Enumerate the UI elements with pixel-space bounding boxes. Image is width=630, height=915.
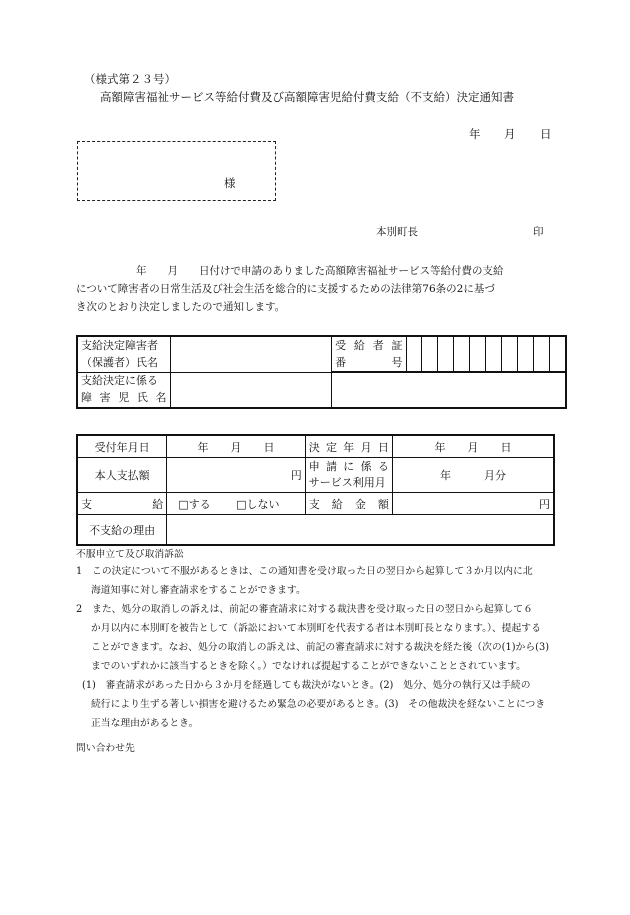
applicant-name-label-b: （保護者）氏名 [77, 354, 170, 372]
body-line-3: き次のとおり決定しましたので通知します。 [76, 301, 286, 313]
recipient-digit-10[interactable] [549, 336, 566, 372]
issuer-seal: 印 [533, 226, 544, 238]
form-number: （様式第２３号） [84, 72, 176, 86]
note-line-9: 正当な理由があるとき。 [91, 718, 199, 729]
payment-amount-value[interactable] [392, 493, 554, 515]
payment-label: 支 給 [77, 493, 167, 515]
payment-options [167, 493, 305, 515]
self-pay-unit: 円 [290, 469, 302, 482]
decision-date-label: 決定年月日 [305, 435, 392, 458]
service-month-label-b: サービス利用月 [308, 476, 386, 489]
date-day: 日 [540, 127, 552, 141]
child-name-label-b: 障害児氏名 [77, 390, 170, 408]
payment-amount-label: 支給金額 [305, 493, 392, 515]
child-name-label-a: 支給決定に係る [77, 372, 170, 390]
note-line-6: までのいずれかに該当するときを除く。）でなければ提起することができないこととされています。 [91, 661, 526, 672]
self-pay-label: 本人支払額 [77, 458, 167, 493]
recipient-digit-6[interactable] [486, 336, 502, 372]
note-line-7: (1) 審査請求があった日から３か月を経過しても裁決がないとき。(2) 処分、処分の執行又は手続の [82, 680, 531, 691]
blank-area [332, 372, 566, 408]
recipient-digit-8[interactable] [518, 336, 534, 372]
body-line-2: について障害者の日常生活及び社会生活を総合的に支援するための法律第76条の2に基づ [76, 283, 495, 295]
decision-table [76, 434, 555, 546]
recipient-number-label-a: 受給者証 [332, 336, 406, 354]
recipient-number-label-b: 番 号 [332, 354, 406, 372]
body-line-1: 年 月 日付けで申請のありました高額障害福祉サービス等給付費の支給 [136, 265, 504, 277]
recipient-digit-1[interactable] [406, 336, 422, 372]
note-line-5: ことができます。なお、処分の取消しの訴えは、前記の審査請求に対する裁決を経た後（次の(1)から(3) [91, 642, 550, 653]
contact-label: 問い合わせ先 [76, 743, 135, 754]
document-title: 高額障害福祉サービス等給付費及び高額障害児給付費支給（不支給）決定通知書 [100, 90, 514, 104]
service-month-label-a: 申請に係る [308, 460, 389, 473]
applicant-name-value[interactable] [170, 336, 332, 372]
recipient-digit-7[interactable] [502, 336, 518, 372]
note-line-4: か月以内に本別町を被告として（訴訟において本別町を代表する者は本別町長となります。）、提起する [91, 623, 541, 634]
date-month: 月 [504, 127, 516, 141]
recipient-digit-9[interactable] [534, 336, 550, 372]
non-payment-reason-value[interactable] [167, 515, 554, 546]
child-name-value[interactable] [170, 372, 332, 408]
issuer-name: 本別町長 [376, 226, 418, 238]
note-line-8: 続行により生ずる著しい損害を避けるため緊急の必要があるとき。(3) その他裁決を経ないことにつき [91, 699, 546, 710]
service-month-value[interactable]: 年 月分 [392, 458, 554, 493]
note-line-2: 海道知事に対し審査請求をすることができます。 [91, 585, 306, 596]
received-date-value[interactable]: 年 月 日 [167, 435, 305, 458]
addressee-box[interactable] [77, 141, 276, 201]
notes-heading: 不服申立て及び取消訴訟 [76, 549, 184, 560]
note-line-3: 2 また、処分の取消しの訴えは、前記の審査請求に対する裁決書を受け取った日の翌日から起算して６ [76, 604, 533, 615]
service-month-label [305, 458, 392, 493]
applicant-name-label-a: 支給決定障害者 [77, 336, 170, 354]
payment-yes-checkbox[interactable]: □する [178, 497, 211, 511]
non-payment-reason-label: 不支給の理由 [77, 515, 167, 546]
recipient-digit-3[interactable] [438, 336, 454, 372]
notes-list [76, 562, 554, 733]
applicant-table [76, 335, 567, 409]
recipient-digit-2[interactable] [422, 336, 438, 372]
date-year: 年 [469, 127, 481, 141]
received-date-label: 受付年月日 [77, 435, 167, 458]
decision-date-value[interactable]: 年 月 日 [392, 435, 554, 458]
self-pay-value[interactable] [167, 458, 305, 493]
recipient-digit-4[interactable] [454, 336, 470, 372]
payment-no-checkbox[interactable]: □しない [236, 497, 280, 511]
payment-amount-unit: 円 [539, 497, 550, 511]
addressee-honorific: 様 [224, 176, 236, 190]
recipient-digit-5[interactable] [470, 336, 486, 372]
note-line-1: 1 この決定について不服があるときは、この通知書を受け取った日の翌日から起算して３か月以内に北 [76, 566, 533, 577]
